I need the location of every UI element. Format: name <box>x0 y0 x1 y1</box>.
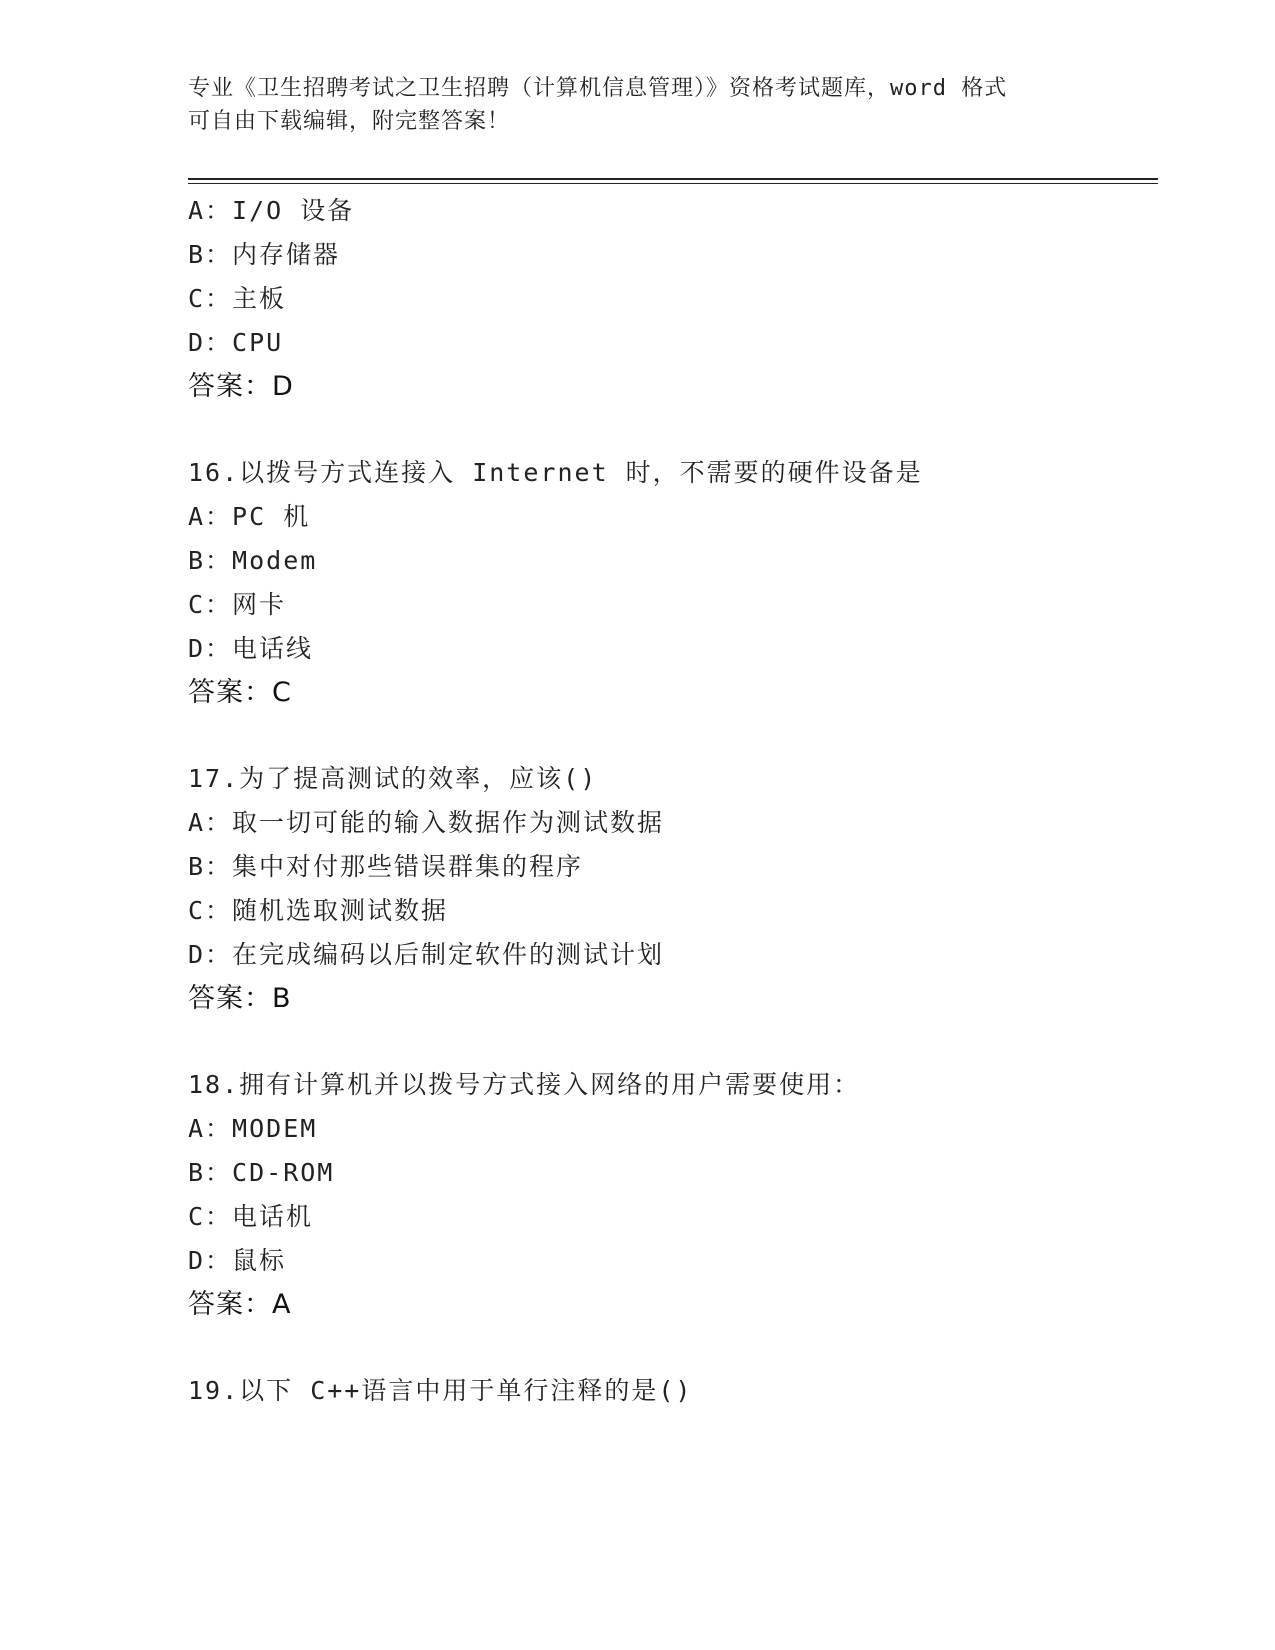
q16-question: 16.以拨号方式连接入 Internet 时，不需要的硬件设备是 <box>188 458 923 487</box>
header-line-2: 可自由下载编辑，附完整答案！ <box>188 109 511 134</box>
q15-option-b: B：内存储器 <box>188 240 341 269</box>
q15-option-a: A：I/O 设备 <box>188 196 355 225</box>
q18-option-c: C：电话机 <box>188 1202 314 1231</box>
q17-option-a: A：取一切可能的输入数据作为测试数据 <box>188 808 665 837</box>
q15-answer: 答案：D <box>188 371 294 402</box>
header-divider-thin <box>188 183 1158 184</box>
q16-option-d: D：电话线 <box>188 634 314 663</box>
q17-option-b: B：集中对付那些错误群集的程序 <box>188 852 584 881</box>
q17-question: 17.为了提高测试的效率，应该() <box>188 764 598 793</box>
q15-option-d: D：CPU <box>188 328 284 357</box>
q16-answer: 答案：C <box>188 677 292 708</box>
q18-question: 18.拥有计算机并以拨号方式接入网络的用户需要使用： <box>188 1070 861 1099</box>
q16-option-c: C：网卡 <box>188 590 287 619</box>
header-divider-thick <box>188 178 1158 180</box>
q18-option-d: D：鼠标 <box>188 1246 287 1275</box>
q19-question: 19.以下 C++语言中用于单行注释的是() <box>188 1376 693 1405</box>
q18-option-b: B：CD-ROM <box>188 1158 335 1187</box>
document-header <box>188 72 1088 138</box>
q17-answer: 答案：B <box>188 983 292 1014</box>
q15-option-c: C：主板 <box>188 284 287 313</box>
q17-option-c: C：随机选取测试数据 <box>188 896 449 925</box>
q18-answer: 答案：A <box>188 1289 292 1320</box>
q18-option-a: A：MODEM <box>188 1114 318 1143</box>
q16-option-b: B：Modem <box>188 546 318 575</box>
q16-option-a: A：PC 机 <box>188 502 311 531</box>
header-line-1: 专业《卫生招聘考试之卫生招聘（计算机信息管理）》资格考试题库，word 格式 <box>188 76 1008 101</box>
q17-option-d: D：在完成编码以后制定软件的测试计划 <box>188 940 665 969</box>
